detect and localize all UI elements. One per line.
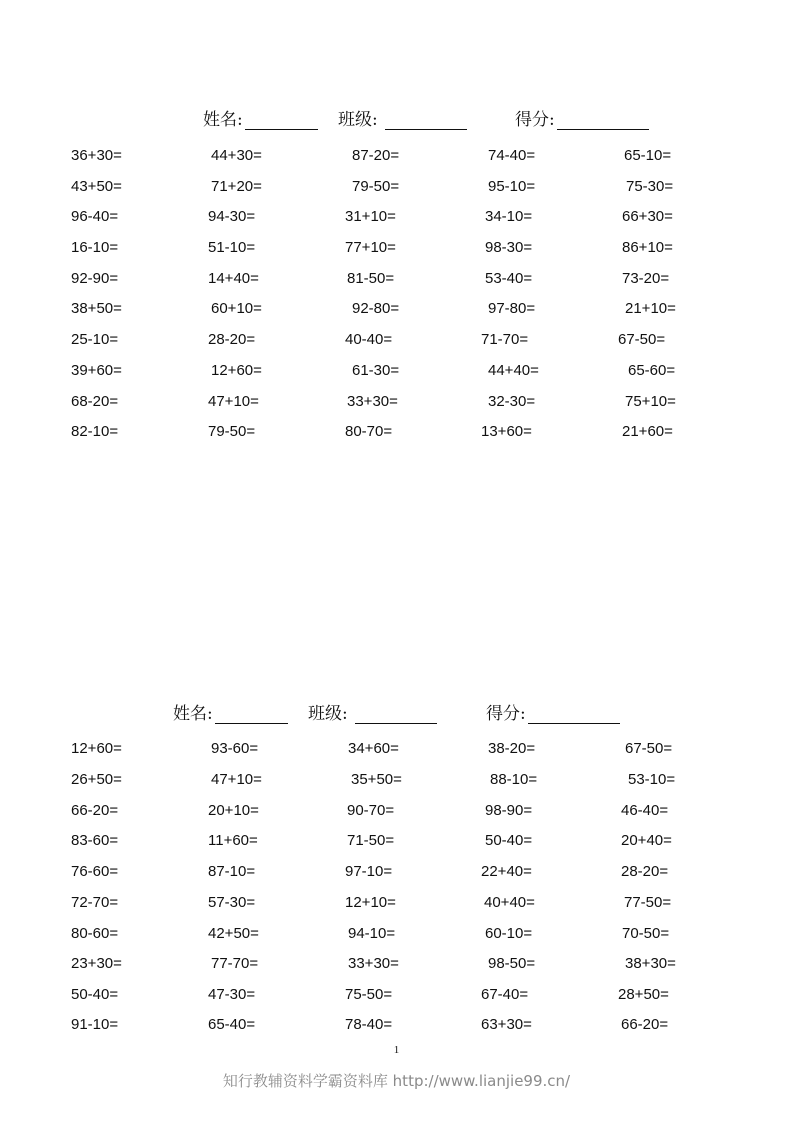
problem-item: 61-30= (352, 362, 400, 379)
problem-item: 77-50= (624, 894, 672, 911)
problem-item: 28+50= (618, 986, 669, 1003)
problem-item: 75+10= (625, 393, 676, 410)
problem-item: 47+10= (211, 771, 262, 788)
problem-item: 81-50= (347, 270, 395, 287)
problem-row (0, 331, 793, 353)
problem-item: 68-20= (71, 393, 119, 410)
problem-item: 74-40= (488, 147, 536, 164)
problem-item: 91-10= (71, 1016, 119, 1033)
problem-row (0, 802, 793, 824)
problem-item: 60-10= (485, 925, 533, 942)
problem-item: 71+20= (211, 178, 262, 195)
problem-row (0, 740, 793, 762)
problem-item: 92-90= (71, 270, 119, 287)
problem-item: 76-60= (71, 863, 119, 880)
problem-row (0, 771, 793, 793)
problem-item: 34-10= (485, 208, 533, 225)
problem-item: 95-10= (488, 178, 536, 195)
problem-item: 98-50= (488, 955, 536, 972)
problem-item: 14+40= (208, 270, 259, 287)
name-blank-line (215, 707, 288, 724)
problem-item: 40+40= (484, 894, 535, 911)
problem-item: 67-50= (618, 331, 666, 348)
problem-item: 42+50= (208, 925, 259, 942)
problem-item: 35+50= (351, 771, 402, 788)
problem-row (0, 894, 793, 916)
problem-item: 51-10= (208, 239, 256, 256)
problem-row (0, 208, 793, 230)
problem-row (0, 863, 793, 885)
problem-item: 72-70= (71, 894, 119, 911)
problem-item: 77+10= (345, 239, 396, 256)
problem-item: 88-10= (490, 771, 538, 788)
class-field (338, 105, 467, 130)
problem-item: 44+40= (488, 362, 539, 379)
score-field (515, 105, 649, 130)
problem-item: 26+50= (71, 771, 122, 788)
problem-item: 97-80= (488, 300, 536, 317)
problem-item: 65-40= (208, 1016, 256, 1033)
problem-row (0, 393, 793, 415)
problem-item: 67-40= (481, 986, 529, 1003)
problem-item: 87-20= (352, 147, 400, 164)
problem-row (0, 270, 793, 292)
footer-watermark: 知行教辅资料学霸资料库 http://www.lianjie99.cn/ (222, 1072, 571, 1090)
problem-item: 47-30= (208, 986, 256, 1003)
score-blank-line (557, 113, 649, 130)
class-blank-line (355, 707, 437, 724)
problem-item: 38+30= (625, 955, 676, 972)
problem-item: 87-10= (208, 863, 256, 880)
problem-item: 65-60= (628, 362, 676, 379)
problem-item: 32-30= (488, 393, 536, 410)
problem-item: 73-20= (622, 270, 670, 287)
problem-row (0, 178, 793, 200)
problem-item: 53-40= (485, 270, 533, 287)
problem-item: 83-60= (71, 832, 119, 849)
worksheet-1-header (0, 105, 793, 129)
problem-item: 39+60= (71, 362, 122, 379)
name-label: 姓名: (173, 704, 213, 724)
problem-item: 20+10= (208, 802, 259, 819)
problem-item: 12+60= (71, 740, 122, 757)
page-number: 1 (393, 1044, 400, 1056)
problem-item: 75-30= (626, 178, 674, 195)
problem-item: 31+10= (345, 208, 396, 225)
problem-item: 40-40= (345, 331, 393, 348)
problem-item: 75-50= (345, 986, 393, 1003)
problem-item: 33+30= (347, 393, 398, 410)
problem-row (0, 955, 793, 977)
problem-item: 97-10= (345, 863, 393, 880)
problem-item: 82-10= (71, 423, 119, 440)
problem-item: 66-20= (621, 1016, 669, 1033)
name-blank-line (245, 113, 318, 130)
problem-item: 21+60= (622, 423, 673, 440)
problem-item: 50-40= (71, 986, 119, 1003)
problem-item: 23+30= (71, 955, 122, 972)
score-label: 得分: (515, 110, 555, 130)
problem-item: 57-30= (208, 894, 256, 911)
worksheet-2-header (0, 699, 793, 723)
problem-item: 44+30= (211, 147, 262, 164)
problem-item: 13+60= (481, 423, 532, 440)
class-field (308, 699, 437, 724)
problem-item: 47+10= (208, 393, 259, 410)
problem-item: 38-20= (488, 740, 536, 757)
problem-row (0, 423, 793, 445)
problem-item: 38+50= (71, 300, 122, 317)
score-label: 得分: (486, 704, 526, 724)
problem-row (0, 986, 793, 1008)
problem-item: 96-40= (71, 208, 119, 225)
problem-item: 80-70= (345, 423, 393, 440)
problem-item: 66+30= (622, 208, 673, 225)
problem-row (0, 362, 793, 384)
score-blank-line (528, 707, 620, 724)
problem-item: 21+10= (625, 300, 676, 317)
problem-item: 67-50= (625, 740, 673, 757)
problem-item: 93-60= (211, 740, 259, 757)
problem-item: 65-10= (624, 147, 672, 164)
problem-item: 25-10= (71, 331, 119, 348)
score-field (486, 699, 620, 724)
problem-item: 77-70= (211, 955, 259, 972)
problem-item: 98-90= (485, 802, 533, 819)
problem-item: 12+10= (345, 894, 396, 911)
problem-item: 22+40= (481, 863, 532, 880)
class-label: 班级: (308, 704, 348, 724)
problem-item: 28-20= (621, 863, 669, 880)
problem-item: 98-30= (485, 239, 533, 256)
problem-row (0, 1016, 793, 1038)
problem-item: 50-40= (485, 832, 533, 849)
problem-item: 46-40= (621, 802, 669, 819)
problem-item: 94-10= (348, 925, 396, 942)
problem-row (0, 300, 793, 322)
problem-item: 60+10= (211, 300, 262, 317)
problem-item: 94-30= (208, 208, 256, 225)
problem-item: 36+30= (71, 147, 122, 164)
problem-item: 80-60= (71, 925, 119, 942)
class-blank-line (385, 113, 467, 130)
problem-item: 11+60= (208, 832, 258, 849)
problem-item: 33+30= (348, 955, 399, 972)
problem-item: 28-20= (208, 331, 256, 348)
problem-item: 71-50= (347, 832, 395, 849)
problem-item: 66-20= (71, 802, 119, 819)
problem-item: 86+10= (622, 239, 673, 256)
problem-item: 63+30= (481, 1016, 532, 1033)
problem-item: 70-50= (622, 925, 670, 942)
problem-item: 79-50= (352, 178, 400, 195)
name-label: 姓名: (203, 110, 243, 130)
problem-item: 90-70= (347, 802, 395, 819)
problem-item: 43+50= (71, 178, 122, 195)
name-field (173, 699, 288, 724)
problem-row (0, 147, 793, 169)
problem-item: 34+60= (348, 740, 399, 757)
problem-item: 53-10= (628, 771, 676, 788)
problem-item: 78-40= (345, 1016, 393, 1033)
problem-item: 16-10= (71, 239, 119, 256)
class-label: 班级: (338, 110, 378, 130)
problem-row (0, 925, 793, 947)
name-field (203, 105, 318, 130)
problem-row (0, 239, 793, 261)
problem-row (0, 832, 793, 854)
problem-item: 12+60= (211, 362, 262, 379)
problem-item: 79-50= (208, 423, 256, 440)
problem-item: 71-70= (481, 331, 529, 348)
problem-item: 20+40= (621, 832, 672, 849)
problem-item: 92-80= (352, 300, 400, 317)
